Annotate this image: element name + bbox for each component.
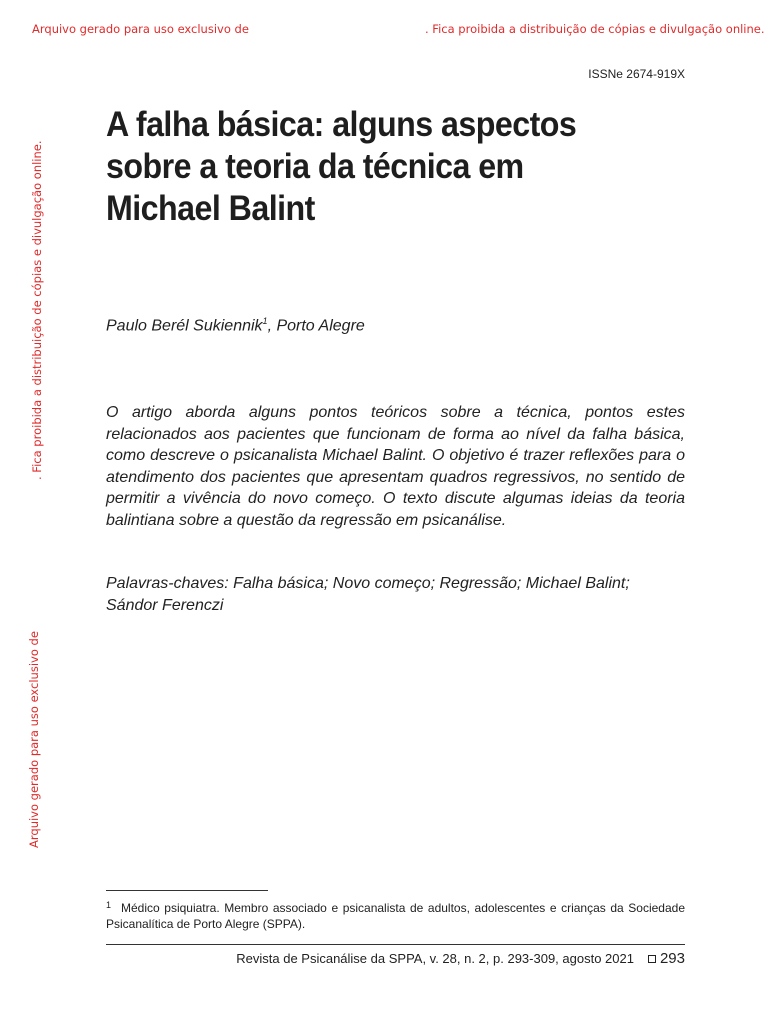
watermark-side-lower: Arquivo gerado para uso exclusivo de [27,631,41,848]
title-line-2: sobre a teoria da técnica em [106,147,524,186]
footnote [106,897,685,932]
author-name: Paulo Berél Sukiennik [106,317,263,335]
title-line-1: A falha básica: alguns aspectos [106,105,577,144]
author-location: , Porto Alegre [267,317,365,335]
page-number: 293 [659,950,685,967]
watermark-side-upper: . Fica proibida a distribuição de cópias e divulgação online. [30,140,44,480]
issn-label: ISSNe 2674-919X [588,67,685,81]
square-bullet-icon [648,955,656,963]
author-line [106,316,365,335]
keywords-text: Palavras-chaves: Falha básica; Novo começo; Regressão; Michael Balint; Sándor Ferenczi [106,575,630,614]
footnote-divider [106,890,268,891]
journal-citation: Revista de Psicanálise da SPPA, v. 28, n. 2, p. 293-309, agosto 2021 [236,951,634,966]
article-title [106,104,621,230]
title-line-3: Michael Balint [106,189,315,228]
footnote-text: Médico psiquiatra. Membro associado e psicanalista de adultos, adolescentes e crianças da Sociedade Psicanalítica de Porto Alegre (SPPA). [106,901,685,931]
page-footer [236,950,685,967]
footer-divider [106,944,685,945]
watermark-top-right: . Fica proibida a distribuição de cópias e divulgação online. [425,22,765,36]
footnote-mark: 1 [106,900,112,910]
author-footnote-ref: 1 [262,316,268,326]
abstract-text: O artigo aborda alguns pontos teóricos sobre a técnica, pontos estes relacionados aos pacientes que funcionam de forma ao nível da falha básica, como descreve o psicanalista Michael Balint. O objetivo é trazer reflexões para o atendimento dos pacientes que apresentam quadros regressivos, no sentido de permitir a vivência do novo começo. O texto discute algumas ideias da teoria balintiana sobre a questão da regressão em psicanálise. [106,404,685,529]
watermark-top-left: Arquivo gerado para uso exclusivo de [32,22,249,36]
